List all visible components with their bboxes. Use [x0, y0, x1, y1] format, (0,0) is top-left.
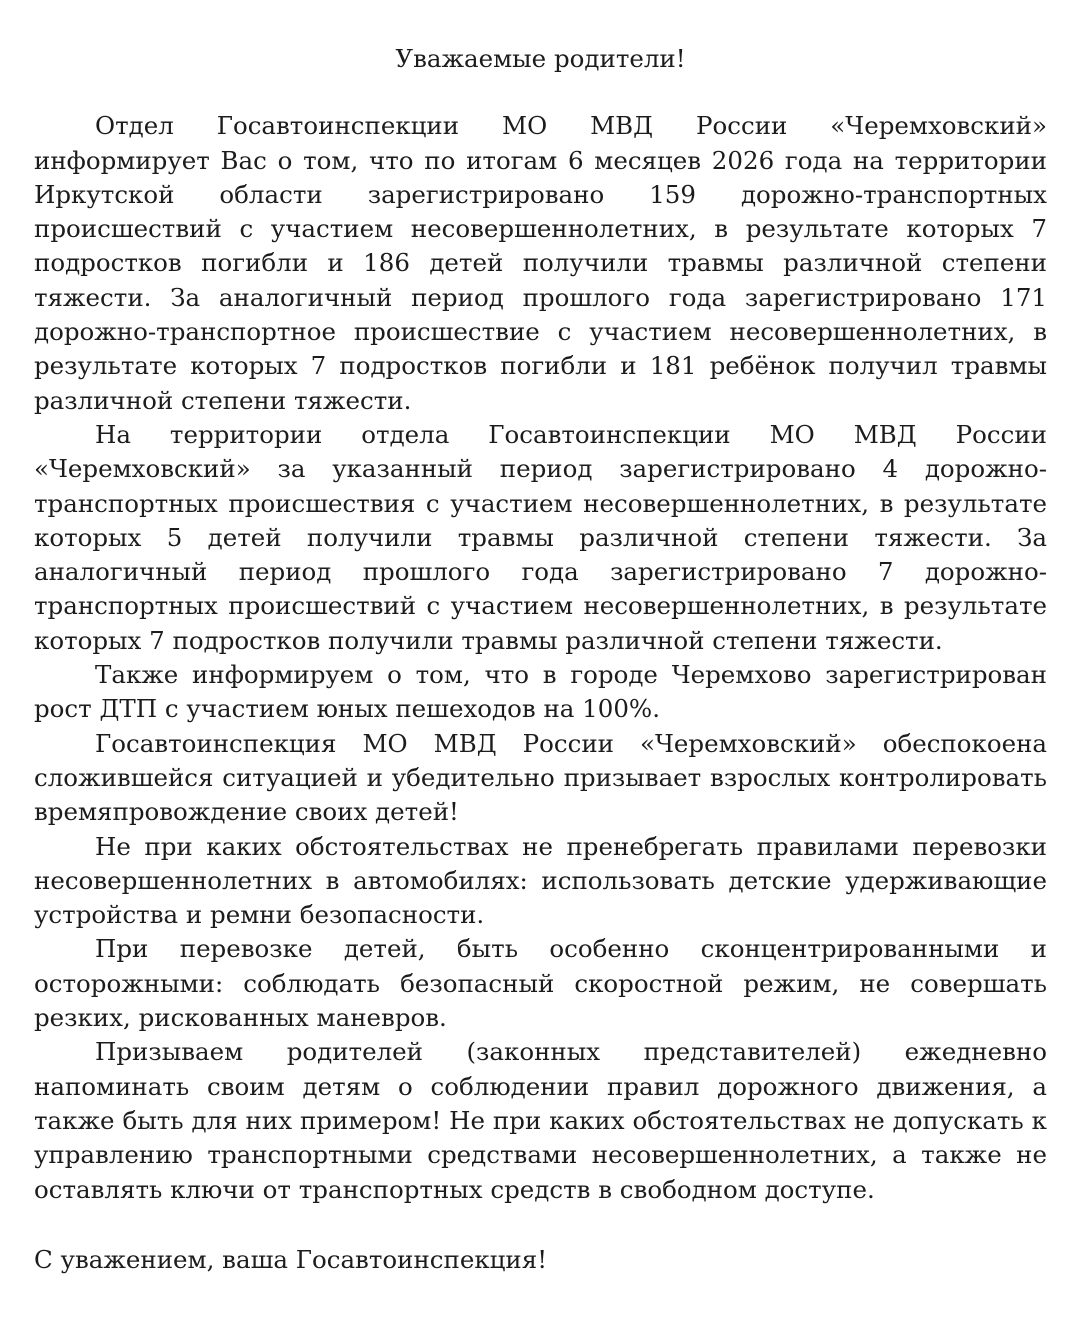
paragraph-concern-appeal: Госавтоинспекция МО МВД России «Черемховский» обеспокоена сложившейся ситуацией и убедительно призывает взрослых контролировать времяпровождение своих детей! — [34, 728, 1047, 827]
paragraph-district-statistics: На территории отдела Госавтоинспекции МО МВД России «Черемховский» за указанный период зарегистрировано 4 дорожно-транспортных происшествия с участием несовершеннолетних, в результате которых 5 детей получили травмы различной степени тяжести. За аналогичный период прошлого года зарегистрировано 7 дорожно-транспортных происшествий с участием несовершеннолетних, в результате которых 7 подростков получили травмы различной степени тяжести. — [34, 419, 1047, 655]
paragraph-safe-driving: При перевозке детей, быть особенно сконцентрированными и осторожными: соблюдать безопасный скоростной режим, не совершать резких, рискованных маневров. — [34, 934, 1047, 1033]
paragraph-parent-example: Призываем родителей (законных представителей) ежедневно напоминать своим детям о соблюдении правил дорожного движения, а также быть для них примером! Не при каких обстоятельствах не допускать к управлению транспортными средствами несовершеннолетних, а также не оставлять ключи от транспортных средств в свободном доступе. — [34, 1037, 1047, 1204]
letter-heading: Уважаемые родители! — [395, 44, 686, 73]
paragraph-pedestrian-growth: Также информируем о том, что в городе Черемхово зарегистрирован рост ДТП с участием юных пешеходов на 100%. — [34, 660, 1047, 724]
paragraph-child-restraints: Не при каких обстоятельствах не пренебрегать правилами перевозки несовершеннолетних в автомобилях: использовать детские удерживающие устройства и ремни безопасности. — [34, 831, 1047, 930]
letter-page — [34, 0, 1047, 1277]
paragraph-region-statistics: Отдел Госавтоинспекции МО МВД России «Черемховский» информирует Вас о том, что по итогам 6 месяцев 2026 года на территории Иркутской области зарегистрировано 159 дорожно-транспортных происшествий с участием несовершеннолетних, в результате которых 7 подростков погибли и 186 детей получили травмы различной степени тяжести. За аналогичный период прошлого года зарегистрировано 171 дорожно-транспортное происшествие с участием несовершеннолетних, в результате которых 7 подростков погибли и 181 ребёнок получил травмы различной степени тяжести. — [34, 111, 1047, 415]
letter-signature: С уважением, ваша Госавтоинспекция! — [34, 1244, 548, 1274]
